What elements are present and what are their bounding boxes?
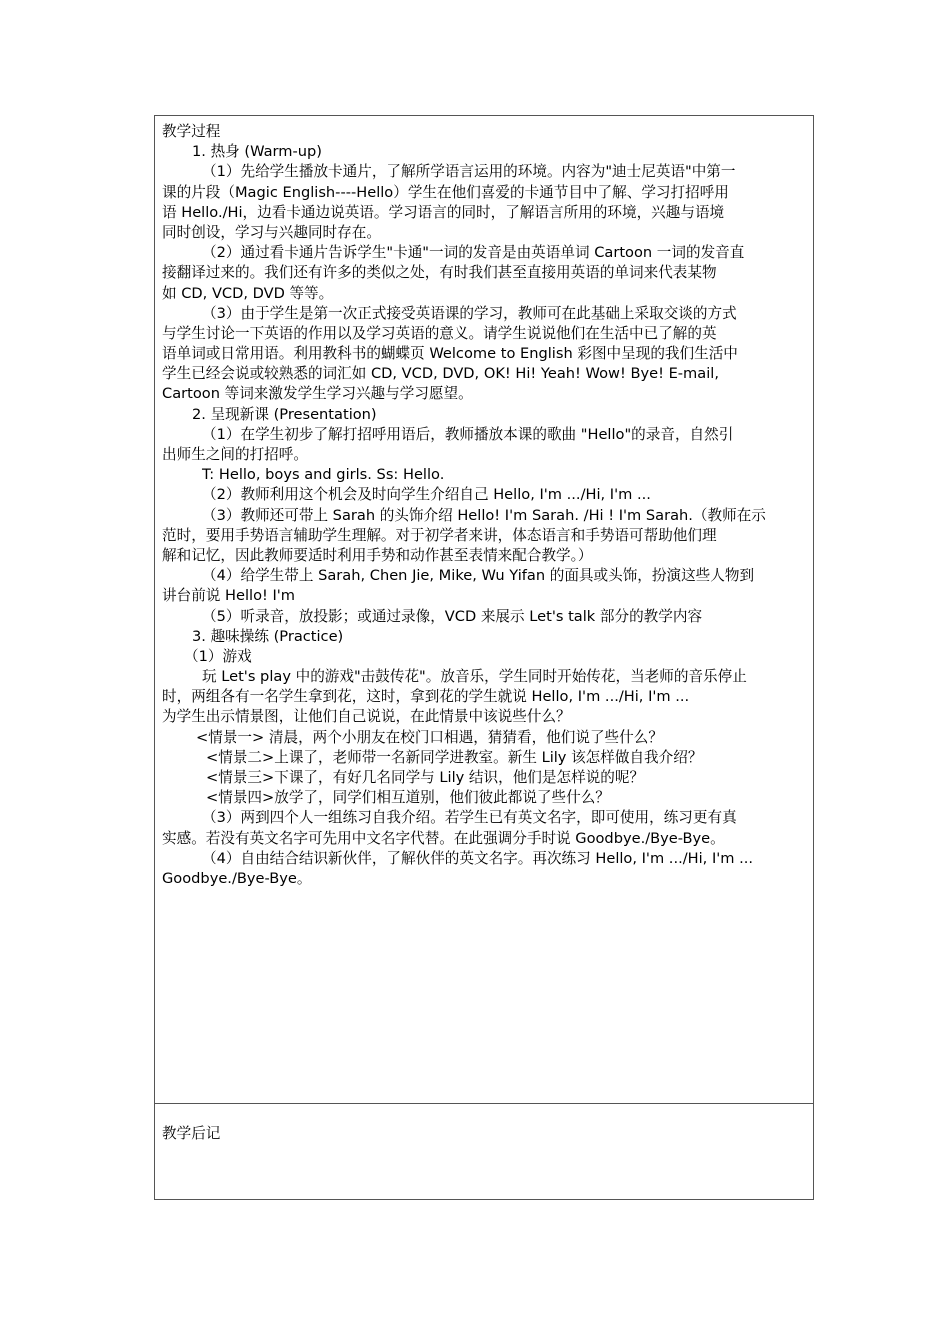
teaching-process-cell	[155, 116, 813, 1104]
heading-practice: 3. 趣味操练 (Practice)	[192, 627, 344, 645]
dialogue-line: T: Hello, boys and girls. Ss: Hello.	[202, 466, 445, 484]
paragraph-line: Goodbye./Bye-Bye。	[162, 869, 312, 887]
paragraph-line: 语 Hello./Hi，边看卡通边说英语。学习语言的同时，了解语言所用的环境，兴趣与语境	[162, 203, 725, 221]
sub-heading-game: （1）游戏	[184, 647, 252, 665]
paragraph-line: （4）给学生带上 Sarah, Chen Jie, Mike, Wu Yifan 的面具或头饰，扮演这些人物到	[202, 567, 755, 585]
teaching-notes-cell	[155, 1104, 813, 1199]
teaching-process-content	[162, 122, 810, 889]
paragraph-line: （2）教师利用这个机会及时向学生介绍自己 Hello, I'm .../Hi, I'm ...	[202, 486, 651, 504]
paragraph-line: 课的片段（Magic English----Hello）学生在他们喜爱的卡通节目中了解、学习打招呼用	[162, 183, 729, 201]
paragraph-line: 时，两组各有一名学生拿到花，这时，拿到花的学生就说 Hello, I'm .../Hi, I'm ...	[162, 688, 690, 706]
paragraph-line: 玩 Let's play 中的游戏"击鼓传花"。放音乐，学生同时开始传花，当老师的音乐停止	[202, 668, 747, 686]
section-title: 教学过程	[162, 123, 221, 140]
paragraph-line: （3）教师还可带上 Sarah 的头饰介绍 Hello! I'm Sarah. /Hi ! I'm Sarah.（教师在示	[202, 506, 766, 524]
paragraph-line: 同时创设，学习与兴趣同时存在。	[162, 223, 381, 241]
paragraph-line: （3）两到四个人一组练习自我介绍。若学生已有英文名字，即可使用，练习更有真	[202, 809, 737, 827]
scenario-line: <情景二>上课了，老师带一名新同学进教室。新生 Lily 该怎样做自我介绍？	[206, 748, 703, 766]
paragraph-line: 范时，要用手势语言辅助学生理解。对于初学者来讲，体态语言和手势语可帮助他们理	[162, 526, 717, 544]
paragraph-line: 接翻译过来的。我们还有许多的类似之处，有时我们甚至直接用英语的单词来代表某物	[162, 264, 717, 282]
paragraph-line: （3）由于学生是第一次正式接受英语课的学习，教师可在此基础上采取交谈的方式	[202, 304, 737, 322]
paragraph-line: （1）先给学生播放卡通片，了解所学语言运用的环境。内容为"迪士尼英语"中第一	[202, 163, 736, 181]
paragraph-line: （4）自由结合结识新伙伴，了解伙伴的英文名字。再次练习 Hello, I'm .../Hi, I'm ...	[202, 849, 754, 867]
scenario-line: <情景三>下课了，有好几名同学与 Lily 结识，他们是怎样说的呢？	[206, 769, 645, 786]
heading-presentation: 2. 呈现新课 (Presentation)	[192, 405, 377, 423]
paragraph-line: 讲台前说 Hello! I'm	[162, 587, 296, 605]
paragraph-line: （1）在学生初步了解打招呼用语后，教师播放本课的歌曲 "Hello"的录音，自然引	[202, 425, 734, 443]
scenario-line: <情景四>放学了，同学们相互道别，他们彼此都说了些什么？	[206, 789, 610, 807]
paragraph-line: 与学生讨论一下英语的作用以及学习英语的意义。请学生说说他们在生活中已了解的英	[162, 324, 717, 342]
paragraph-line: 解和记忆，因此教师要适时利用手势和动作甚至表情来配合教学。）	[162, 546, 593, 564]
paragraph-line: （5）听录音，放投影；或通过录像，VCD 来展示 Let's talk 部分的教学内容	[202, 607, 703, 625]
lesson-plan-table	[154, 115, 814, 1200]
paragraph-line: 如 CD, VCD, DVD 等等。	[162, 284, 334, 302]
paragraph-line: 学生已经会说或较熟悉的词汇如 CD, VCD, DVD, OK! Hi! Yeah! Wow! Bye! E-mail,	[162, 365, 719, 383]
paragraph-line: Cartoon 等词来激发学生学习兴趣与学习愿望。	[162, 385, 473, 403]
paragraph-line: 为学生出示情景图，让他们自己说说，在此情景中该说些什么？	[162, 708, 571, 726]
paragraph-line: 语单词或日常用语。利用教科书的蝴蝶页 Welcome to English 彩图中呈现的我们生活中	[162, 345, 738, 363]
paragraph-line: 实感。若没有英文名字可先用中文名字代替。在此强调分手时说 Goodbye./Bye-Bye。	[162, 829, 725, 847]
notes-title: 教学后记	[162, 1125, 221, 1142]
scenario-line: <情景一> 清晨，两个小朋友在校门口相遇，猜猜看，他们说了些什么？	[196, 728, 663, 746]
heading-warm-up: 1. 热身 (Warm-up)	[192, 143, 322, 161]
paragraph-line: （2）通过看卡通片告诉学生"卡通"一词的发音是由英语单词 Cartoon 一词的发音直	[202, 244, 745, 262]
paragraph-line: 出师生之间的打招呼。	[162, 446, 308, 463]
